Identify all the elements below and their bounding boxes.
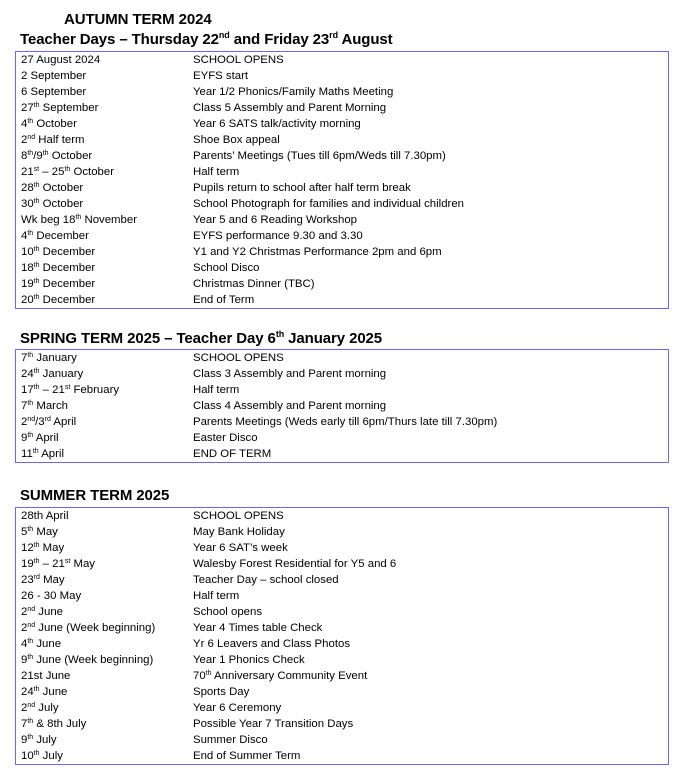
ordinal-suffix: th xyxy=(27,118,34,125)
text-fragment: Half term xyxy=(35,134,85,146)
text-fragment: 20 xyxy=(21,294,34,306)
text-fragment: December xyxy=(39,294,96,306)
text-fragment: May xyxy=(33,526,58,538)
text-fragment: 12 xyxy=(21,542,34,554)
event-date xyxy=(21,700,59,716)
event-date xyxy=(21,196,83,212)
text-fragment: School opens xyxy=(193,606,263,618)
ordinal-suffix: th xyxy=(205,670,212,677)
text-fragment: Year 5 and 6 Reading Workshop xyxy=(193,214,358,226)
table-row xyxy=(16,748,668,764)
event-description xyxy=(193,292,254,308)
ordinal-suffix: st xyxy=(33,166,40,173)
text-fragment: Teacher Day – school closed xyxy=(193,574,339,586)
text-fragment: /9 xyxy=(33,150,43,162)
ordinal-suffix: st xyxy=(64,558,71,565)
text-fragment: Pupils return to school after half term break xyxy=(193,182,411,194)
table-row xyxy=(16,100,668,116)
table-row xyxy=(16,540,668,556)
text-fragment: Year 6 SAT’s week xyxy=(193,542,288,554)
text-fragment: Y1 and Y2 Christmas Performance 2pm and 6pm xyxy=(193,246,442,258)
text-fragment: Yr 6 Leavers and Class Photos xyxy=(193,638,351,650)
text-fragment: Half term xyxy=(193,166,240,178)
ordinal-suffix: th xyxy=(33,750,40,757)
event-description xyxy=(193,620,322,636)
event-date xyxy=(21,748,63,764)
text-fragment: Shoe Box appeal xyxy=(193,134,280,146)
table-row xyxy=(16,508,668,524)
event-description xyxy=(193,196,464,212)
table-row xyxy=(16,430,668,446)
event-description xyxy=(193,212,357,228)
event-description xyxy=(193,414,497,430)
table-row xyxy=(16,84,668,100)
text-fragment: 19 xyxy=(21,278,34,290)
ordinal-suffix: th xyxy=(33,368,40,375)
ordinal-suffix: th xyxy=(27,526,34,533)
text-fragment: 6 September xyxy=(21,86,87,98)
event-description xyxy=(193,572,339,588)
text-fragment: 9 xyxy=(21,734,28,746)
text-fragment: Half term xyxy=(193,590,240,602)
event-date xyxy=(21,636,61,652)
event-date xyxy=(21,540,64,556)
event-date xyxy=(21,446,64,462)
event-description xyxy=(193,668,367,684)
text-fragment: 26 - 30 May xyxy=(21,590,82,602)
ordinal-suffix: th xyxy=(27,230,34,237)
text-fragment: August xyxy=(337,31,393,48)
table-row xyxy=(16,668,668,684)
ordinal-suffix: th xyxy=(27,718,34,725)
event-description xyxy=(193,164,239,180)
text-fragment: April xyxy=(33,432,59,444)
text-fragment: December xyxy=(39,278,96,290)
text-fragment: Year 4 Times table Check xyxy=(193,622,323,634)
summer-term-title: SUMMER TERM 2025 xyxy=(20,487,170,504)
ordinal-suffix: rd xyxy=(33,574,40,581)
ordinal-suffix: nd xyxy=(27,416,36,423)
text-fragment: December xyxy=(39,262,96,274)
event-description xyxy=(193,540,288,556)
text-fragment: October xyxy=(48,150,93,162)
text-fragment: July xyxy=(33,734,57,746)
table-row xyxy=(16,700,668,716)
text-fragment: October xyxy=(39,182,84,194)
event-date xyxy=(21,604,63,620)
text-fragment: Easter Disco xyxy=(193,432,258,444)
table-row xyxy=(16,132,668,148)
table-row xyxy=(16,684,668,700)
text-fragment: 9 xyxy=(21,654,28,666)
table-row xyxy=(16,350,668,366)
table-row xyxy=(16,260,668,276)
ordinal-suffix: th xyxy=(33,262,40,269)
text-fragment: May Bank Holiday xyxy=(193,526,285,538)
event-date xyxy=(21,132,85,148)
event-date xyxy=(21,292,95,308)
table-row xyxy=(16,196,668,212)
ordinal-suffix: rd xyxy=(44,416,51,423)
event-description xyxy=(193,116,361,132)
table-row xyxy=(16,68,668,84)
autumn-teacher-days-heading xyxy=(20,31,393,48)
text-fragment: – 21 xyxy=(39,558,65,570)
event-date xyxy=(21,572,65,588)
text-fragment: 28th April xyxy=(21,510,69,522)
ordinal-suffix: th xyxy=(33,278,40,285)
text-fragment: 18 xyxy=(21,262,34,274)
table-row xyxy=(16,366,668,382)
text-fragment: June xyxy=(39,686,68,698)
event-description xyxy=(193,84,393,100)
event-description xyxy=(193,276,315,292)
text-fragment: December xyxy=(39,246,96,258)
event-date xyxy=(21,228,89,244)
text-fragment: Year 1 Phonics Check xyxy=(193,654,305,666)
text-fragment: 17 xyxy=(21,384,34,396)
text-fragment: 10 xyxy=(21,750,34,762)
table-row xyxy=(16,446,668,462)
event-description xyxy=(193,260,259,276)
text-fragment: October xyxy=(39,198,84,210)
table-row xyxy=(16,572,668,588)
text-fragment: Class 3 Assembly and Parent morning xyxy=(193,368,387,380)
text-fragment: January xyxy=(39,368,84,380)
text-fragment: Christmas Dinner (TBC) xyxy=(193,278,315,290)
text-fragment: July xyxy=(35,702,59,714)
event-date xyxy=(21,414,76,430)
event-date xyxy=(21,382,119,398)
table-row xyxy=(16,524,668,540)
table-row xyxy=(16,148,668,164)
ordinal-suffix: nd xyxy=(27,134,36,141)
table-row xyxy=(16,414,668,430)
text-fragment: 8 xyxy=(21,150,28,162)
ordinal-suffix: th xyxy=(33,294,40,301)
event-description xyxy=(193,430,258,446)
event-date xyxy=(21,430,59,446)
ordinal-suffix: th xyxy=(33,558,40,565)
autumn-term-table xyxy=(15,51,669,309)
event-description xyxy=(193,398,386,414)
event-description xyxy=(193,68,248,84)
text-fragment: 19 xyxy=(21,558,34,570)
table-row xyxy=(16,556,668,572)
event-date xyxy=(21,366,83,382)
text-fragment: SCHOOL OPENS xyxy=(193,510,284,522)
ordinal-suffix: nd xyxy=(218,30,230,40)
ordinal-suffix: th xyxy=(32,448,39,455)
text-fragment: May xyxy=(39,542,65,554)
table-row xyxy=(16,164,668,180)
text-fragment: School Disco xyxy=(193,262,260,274)
event-description xyxy=(193,748,300,764)
event-date xyxy=(21,716,86,732)
ordinal-suffix: th xyxy=(33,198,40,205)
event-date xyxy=(21,52,100,68)
ordinal-suffix: th xyxy=(27,432,34,439)
text-fragment: Anniversary Community Event xyxy=(211,670,368,682)
text-fragment: SCHOOL OPENS xyxy=(193,352,284,364)
text-fragment: Walesby Forest Residential for Y5 and 6 xyxy=(193,558,397,570)
text-fragment: June (Week beginning) xyxy=(35,622,156,634)
text-fragment: 27 xyxy=(21,102,34,114)
text-fragment: – 25 xyxy=(39,166,65,178)
text-fragment: 23 xyxy=(21,574,34,586)
text-fragment: and Friday 23 xyxy=(229,31,330,48)
text-fragment: June (Week beginning) xyxy=(33,654,154,666)
event-date xyxy=(21,84,86,100)
text-fragment: 2 xyxy=(21,702,28,714)
text-fragment: SCHOOL OPENS xyxy=(193,54,284,66)
text-fragment: October xyxy=(33,118,77,130)
text-fragment: Year 6 Ceremony xyxy=(193,702,282,714)
event-description xyxy=(193,382,239,398)
table-row xyxy=(16,212,668,228)
text-fragment: April xyxy=(38,448,64,460)
text-fragment: May xyxy=(70,558,95,570)
text-fragment: Wk beg 18 xyxy=(21,214,76,226)
table-row xyxy=(16,636,668,652)
ordinal-suffix: th xyxy=(33,384,40,391)
table-row xyxy=(16,398,668,414)
ordinal-suffix: th xyxy=(33,246,40,253)
ordinal-suffix: th xyxy=(27,352,34,359)
table-row xyxy=(16,116,668,132)
text-fragment: June xyxy=(33,638,62,650)
table-row xyxy=(16,620,668,636)
event-description xyxy=(193,684,249,700)
text-fragment: Class 4 Assembly and Parent morning xyxy=(193,400,387,412)
table-row xyxy=(16,276,668,292)
ordinal-suffix: th xyxy=(27,150,34,157)
text-fragment: Sports Day xyxy=(193,686,250,698)
text-fragment: 21st June xyxy=(21,670,71,682)
text-fragment: July xyxy=(39,750,63,762)
text-fragment: April xyxy=(50,416,77,428)
event-date xyxy=(21,164,114,180)
text-fragment: October xyxy=(70,166,114,178)
ordinal-suffix: th xyxy=(42,150,49,157)
ordinal-suffix: th xyxy=(27,400,34,407)
text-fragment: 10 xyxy=(21,246,34,258)
text-fragment: 2 xyxy=(21,622,28,634)
event-date xyxy=(21,350,77,366)
ordinal-suffix: th xyxy=(275,329,285,339)
event-date xyxy=(21,244,95,260)
event-date xyxy=(21,100,98,116)
text-fragment: 4 xyxy=(21,230,28,242)
text-fragment: End of Term xyxy=(193,294,255,306)
text-fragment: EYFS performance 9.30 and 3.30 xyxy=(193,230,363,242)
text-fragment: 2 xyxy=(21,134,28,146)
event-date xyxy=(21,588,81,604)
text-fragment: 7 xyxy=(21,400,28,412)
text-fragment: February xyxy=(70,384,120,396)
ordinal-suffix: th xyxy=(27,638,34,645)
event-date xyxy=(21,652,153,668)
ordinal-suffix: th xyxy=(27,654,34,661)
event-description xyxy=(193,244,442,260)
text-fragment: January xyxy=(33,352,77,364)
text-fragment: June xyxy=(35,606,64,618)
event-description xyxy=(193,350,284,366)
text-fragment: End of Summer Term xyxy=(193,750,301,762)
text-fragment: School Photograph for families and individual children xyxy=(193,198,465,210)
text-fragment: – 21 xyxy=(39,384,65,396)
event-date xyxy=(21,276,95,292)
text-fragment: March xyxy=(33,400,68,412)
event-date xyxy=(21,180,83,196)
text-fragment: November xyxy=(81,214,138,226)
ordinal-suffix: th xyxy=(33,182,40,189)
event-description xyxy=(193,508,284,524)
spring-term-table xyxy=(15,349,669,463)
event-description xyxy=(193,700,281,716)
text-fragment: Teacher Days – Thursday 22 xyxy=(20,31,219,48)
ordinal-suffix: th xyxy=(64,166,71,173)
text-fragment: & 8th July xyxy=(33,718,87,730)
text-fragment: December xyxy=(33,230,89,242)
event-date xyxy=(21,508,69,524)
text-fragment: END OF TERM xyxy=(193,448,272,460)
event-description xyxy=(193,588,239,604)
event-description xyxy=(193,652,305,668)
text-fragment: 2 xyxy=(21,416,28,428)
event-date xyxy=(21,668,70,684)
text-fragment: Year 1/2 Phonics/Family Maths Meeting xyxy=(193,86,394,98)
summer-term-table xyxy=(15,507,669,765)
text-fragment: Year 6 SATS talk/activity morning xyxy=(193,118,361,130)
event-date xyxy=(21,398,68,414)
text-fragment: 24 xyxy=(21,686,34,698)
ordinal-suffix: rd xyxy=(329,30,338,40)
event-description xyxy=(193,148,446,164)
event-description xyxy=(193,716,353,732)
table-row xyxy=(16,292,668,308)
text-fragment: Half term xyxy=(193,384,240,396)
text-fragment: /3 xyxy=(35,416,45,428)
table-row xyxy=(16,588,668,604)
event-description xyxy=(193,228,363,244)
event-description xyxy=(193,180,411,196)
ordinal-suffix: nd xyxy=(27,622,36,629)
text-fragment: 30 xyxy=(21,198,34,210)
text-fragment: 27 August 2024 xyxy=(21,54,101,66)
event-date xyxy=(21,68,86,84)
ordinal-suffix: st xyxy=(64,384,71,391)
event-date xyxy=(21,116,77,132)
text-fragment: 2 xyxy=(21,606,28,618)
ordinal-suffix: th xyxy=(75,214,82,221)
table-row xyxy=(16,604,668,620)
event-date xyxy=(21,212,137,228)
ordinal-suffix: th xyxy=(33,102,40,109)
event-date xyxy=(21,556,95,572)
text-fragment: 7 xyxy=(21,718,28,730)
event-description xyxy=(193,556,396,572)
ordinal-suffix: th xyxy=(27,734,34,741)
event-date xyxy=(21,260,95,276)
event-date xyxy=(21,684,67,700)
text-fragment: Parents’ Meetings (Tues till 6pm/Weds till 7.30pm) xyxy=(193,150,446,162)
ordinal-suffix: nd xyxy=(27,702,36,709)
event-description xyxy=(193,100,386,116)
event-description xyxy=(193,132,280,148)
text-fragment: 21 xyxy=(21,166,34,178)
event-date xyxy=(21,620,155,636)
event-description xyxy=(193,52,284,68)
ordinal-suffix: nd xyxy=(27,606,36,613)
event-date xyxy=(21,524,58,540)
table-row xyxy=(16,652,668,668)
spring-term-title xyxy=(20,330,382,347)
text-fragment: 2 September xyxy=(21,70,87,82)
text-fragment: 4 xyxy=(21,638,28,650)
event-description xyxy=(193,366,386,382)
text-fragment: SPRING TERM 2025 – Teacher Day 6 xyxy=(20,330,276,347)
text-fragment: Possible Year 7 Transition Days xyxy=(193,718,354,730)
text-fragment: 4 xyxy=(21,118,28,130)
table-row xyxy=(16,52,668,68)
event-description xyxy=(193,524,285,540)
text-fragment: Parents Meetings (Weds early till 6pm/Thurs late till 7.30pm) xyxy=(193,416,498,428)
text-fragment: May xyxy=(39,574,65,586)
table-row xyxy=(16,244,668,260)
ordinal-suffix: th xyxy=(33,686,40,693)
event-date xyxy=(21,732,57,748)
text-fragment: 28 xyxy=(21,182,34,194)
text-fragment: 70 xyxy=(193,670,206,682)
text-fragment: EYFS start xyxy=(193,70,249,82)
event-description xyxy=(193,636,350,652)
event-description xyxy=(193,604,262,620)
event-date xyxy=(21,148,92,164)
text-fragment: 11 xyxy=(21,448,33,460)
text-fragment: January 2025 xyxy=(284,330,383,347)
text-fragment: 9 xyxy=(21,432,28,444)
table-row xyxy=(16,382,668,398)
ordinal-suffix: th xyxy=(33,542,40,549)
event-description xyxy=(193,446,271,462)
text-fragment: Summer Disco xyxy=(193,734,268,746)
event-description xyxy=(193,732,268,748)
table-row xyxy=(16,180,668,196)
table-row xyxy=(16,732,668,748)
text-fragment: 24 xyxy=(21,368,34,380)
table-row xyxy=(16,228,668,244)
text-fragment: Class 5 Assembly and Parent Morning xyxy=(193,102,387,114)
text-fragment: 5 xyxy=(21,526,28,538)
text-fragment: 7 xyxy=(21,352,28,364)
table-row xyxy=(16,716,668,732)
text-fragment: September xyxy=(39,102,99,114)
autumn-term-title: AUTUMN TERM 2024 xyxy=(64,11,212,28)
